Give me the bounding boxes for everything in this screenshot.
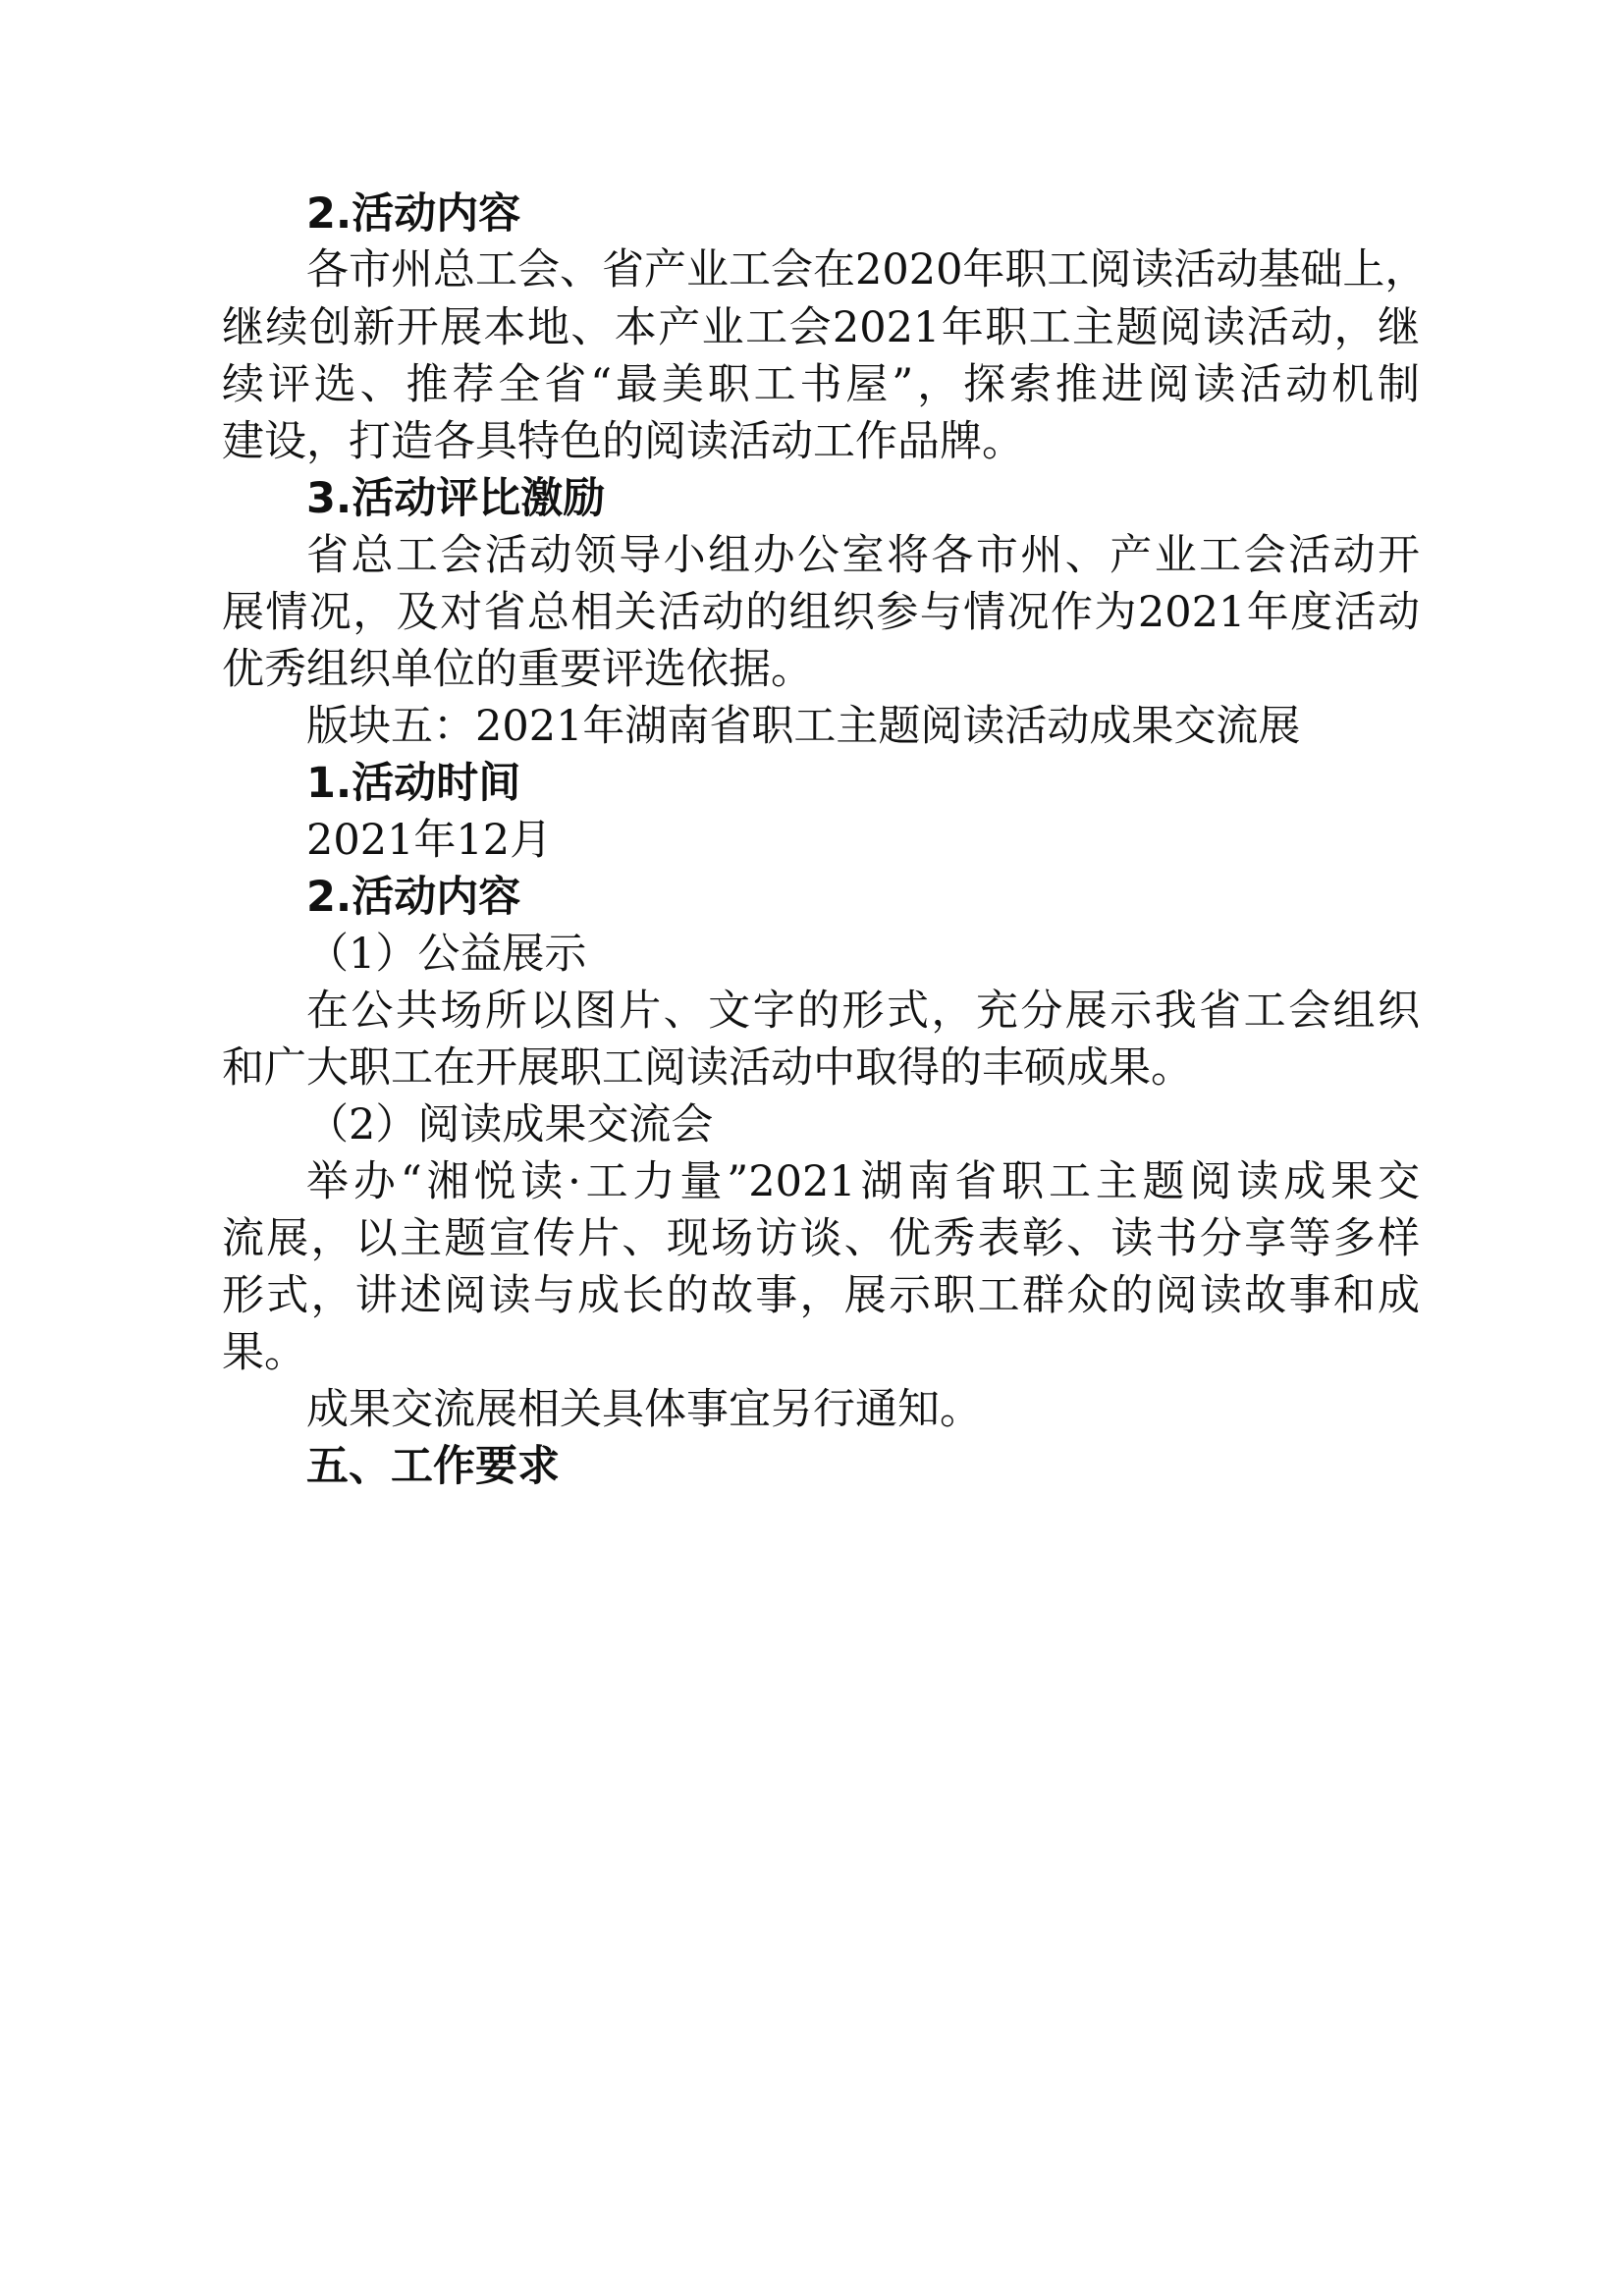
subheading-public-display: （1）公益展示: [306, 930, 587, 979]
paragraph-line: 果。: [222, 1328, 306, 1377]
paragraph-line: 省总工会活动领导小组办公室将各市州、产业工会活动开: [306, 531, 1420, 580]
activity-time-value: 2021年12月: [306, 816, 553, 865]
paragraph-line: 流展，以主题宣传片、现场访谈、优秀表彰、读书分享等多样: [222, 1214, 1420, 1263]
block-five-title: 版块五：2021年湖南省职工主题阅读活动成果交流展: [306, 702, 1301, 751]
paragraph-line: 续评选、推荐全省“最美职工书屋”，探索推进阅读活动机制: [222, 360, 1420, 409]
paragraph-line: 和广大职工在开展职工阅读活动中取得的丰硕成果。: [222, 1043, 1193, 1093]
paragraph-line: 展情况，及对省总相关活动的组织参与情况作为2021年度活动: [222, 588, 1420, 637]
paragraph-line: 形式，讲述阅读与成长的故事，展示职工群众的阅读故事和成: [222, 1271, 1420, 1320]
paragraph-line: 各市州总工会、省产业工会在2020年职工阅读活动基础上，: [306, 245, 1428, 294]
paragraph-line: 在公共场所以图片、文字的形式，充分展示我省工会组织: [306, 987, 1420, 1036]
section-heading-activity-content-2: 2.活动内容: [306, 873, 521, 922]
paragraph-line: 举办“湘悦读·工力量”2021湖南省职工主题阅读成果交: [306, 1157, 1420, 1206]
section-heading-evaluation: 3.活动评比激励: [306, 474, 606, 523]
section-heading-activity-time: 1.活动时间: [306, 759, 521, 808]
subheading-exchange-meeting: （2）阅读成果交流会: [306, 1100, 714, 1149]
paragraph-line: 继续创新开展本地、本产业工会2021年职工主题阅读活动，继: [222, 303, 1420, 352]
section-heading-work-requirements: 五、工作要求: [306, 1442, 560, 1491]
paragraph-line: 建设，打造各具特色的阅读活动工作品牌。: [222, 417, 1024, 466]
section-heading-activity-content: 2.活动内容: [306, 189, 521, 239]
paragraph-line: 优秀组织单位的重要评选依据。: [222, 645, 813, 694]
notice-line: 成果交流展相关具体事宜另行通知。: [306, 1385, 982, 1434]
